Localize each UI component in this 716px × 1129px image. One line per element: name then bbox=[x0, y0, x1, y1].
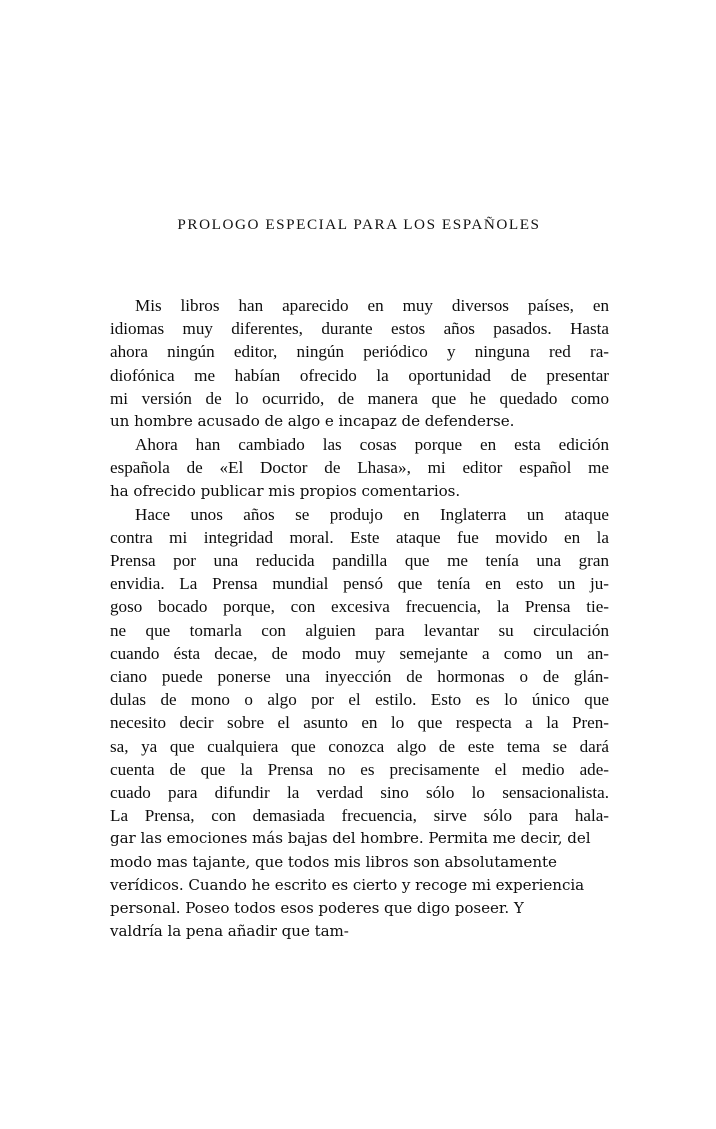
text-line-content: ne que tomarla con alguien para levantar su circulación bbox=[110, 620, 609, 640]
text-line-content: contra mi integridad moral. Este ataque fue movido en la bbox=[110, 527, 609, 547]
text-line-content: idiomas muy diferentes, durante estos años pasados. Hasta bbox=[110, 319, 609, 339]
text-line bbox=[110, 456, 609, 479]
text-line-content: Hace unos años se produjo en Inglaterra un ataque bbox=[135, 504, 609, 524]
text-line bbox=[110, 549, 609, 572]
text-line bbox=[110, 294, 609, 317]
text-line-content: dulas de mono o algo por el estilo. Esto es lo único que bbox=[110, 690, 609, 710]
text-line bbox=[110, 503, 609, 526]
text-line bbox=[110, 897, 609, 920]
text-line-content: ciano puede ponerse una inyección de hormonas o de glán- bbox=[110, 667, 609, 686]
text-line-content: goso bocado porque, con excesiva frecuencia, la Prensa tie- bbox=[110, 597, 609, 617]
text-line bbox=[110, 480, 609, 503]
text-line bbox=[110, 387, 609, 410]
text-line bbox=[110, 804, 609, 827]
body-text bbox=[110, 294, 609, 943]
text-line bbox=[110, 364, 609, 387]
text-line bbox=[110, 433, 609, 456]
text-line-content: gar las emociones más bajas del hombre. Permita me decir, del bbox=[110, 829, 591, 848]
text-line-content: cuenta de que la Prensa no es precisamente el medio ade- bbox=[110, 759, 609, 779]
text-line bbox=[110, 874, 609, 897]
text-line-content: modo mas tajante, que todos mis libros son absolutamente bbox=[110, 852, 557, 871]
text-line-content: cuado para difundir la verdad sino sólo lo sensacionalista. bbox=[110, 782, 609, 802]
text-line-content: personal. Poseo todos esos poderes que digo poseer. Y bbox=[110, 898, 524, 917]
text-line bbox=[110, 920, 609, 943]
text-line-content: Prensa por una reducida pandilla que me tenía una gran bbox=[110, 551, 609, 571]
text-line bbox=[110, 735, 609, 758]
text-line bbox=[110, 688, 609, 711]
text-line-content: ahora ningún editor, ningún periódico y ninguna red ra- bbox=[110, 342, 609, 362]
text-line-content: ha ofrecido publicar mis propios comentarios. bbox=[110, 481, 461, 500]
text-line-content: La Prensa, con demasiada frecuencia, sirve sólo para hala- bbox=[110, 806, 609, 826]
text-line-content: diofónica me habían ofrecido la oportunidad de presentar bbox=[110, 365, 609, 385]
page-title: PROLOGO ESPECIAL PARA LOS ESPAÑOLES bbox=[177, 216, 541, 234]
text-line bbox=[110, 526, 609, 549]
text-line-content: Ahora han cambiado las cosas porque en esta edición bbox=[135, 435, 609, 455]
text-line bbox=[110, 619, 609, 642]
text-line-content: verídicos. Cuando he escrito es cierto y recoge mi experiencia bbox=[110, 875, 585, 894]
text-line bbox=[110, 410, 609, 433]
text-line-content: un hombre acusado de algo e incapaz de defenderse. bbox=[110, 411, 515, 430]
text-line bbox=[110, 642, 609, 665]
text-line-content: mi versión de lo ocurrido, de manera que he quedado como bbox=[110, 388, 609, 408]
text-line bbox=[110, 665, 609, 688]
text-line bbox=[110, 851, 609, 874]
text-line-content: necesito decir sobre el asunto en lo que respecta a la Pren- bbox=[110, 713, 609, 733]
text-line-content: sa, ya que cualquiera que conozca algo de este tema se dará bbox=[110, 736, 609, 756]
text-line-content: española de «El Doctor de Lhasa», mi editor español me bbox=[110, 458, 609, 478]
text-line bbox=[110, 781, 609, 804]
text-line-content: valdría la pena añadir que tam- bbox=[110, 922, 349, 941]
text-line bbox=[110, 711, 609, 734]
text-line bbox=[110, 758, 609, 781]
text-line bbox=[110, 340, 609, 363]
text-line-content: envidia. La Prensa mundial pensó que tenía en esto un ju- bbox=[110, 574, 609, 594]
text-line-content: Mis libros han aparecido en muy diversos países, en bbox=[135, 296, 609, 315]
text-line bbox=[110, 595, 609, 618]
text-line bbox=[110, 827, 609, 850]
text-line-content: cuando ésta decae, de modo muy semejante a como un an- bbox=[110, 643, 609, 663]
text-line bbox=[110, 572, 609, 595]
text-line bbox=[110, 317, 609, 340]
